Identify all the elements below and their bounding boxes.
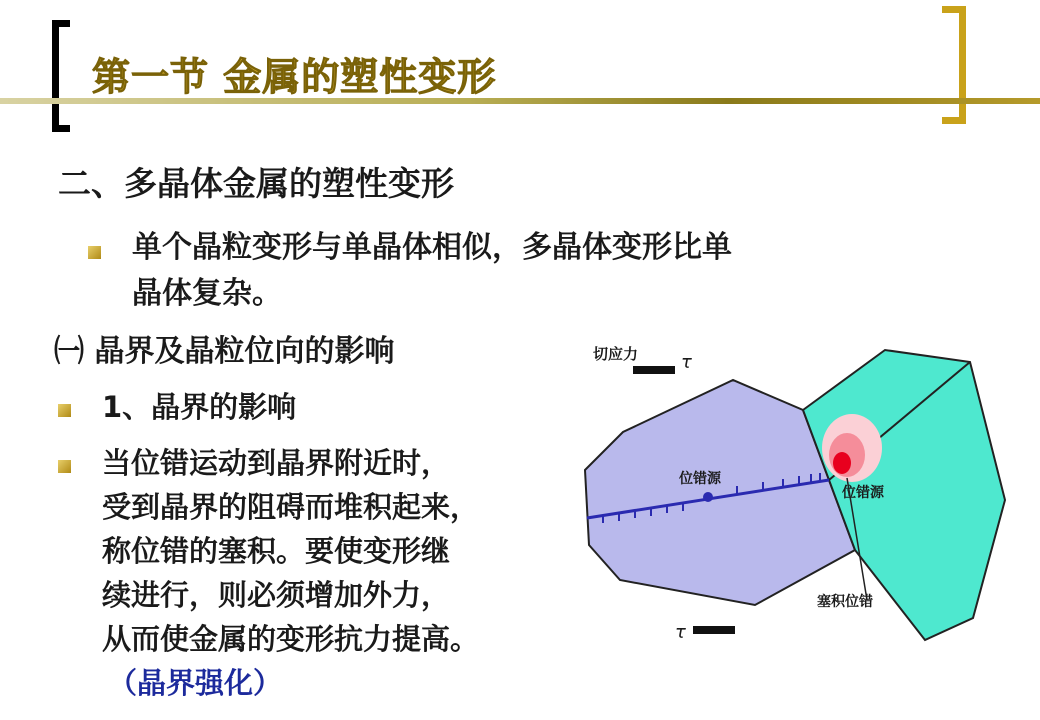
bullet-main-line1: 单个晶粒变形与单晶体相似，多晶体变形比单 bbox=[132, 230, 732, 265]
bullet-2-line: 续进行，则必须增加外力， bbox=[102, 578, 451, 612]
slide-title: 第一节 金属的塑性变形 bbox=[92, 55, 497, 99]
stress-glow-core bbox=[833, 452, 851, 474]
tau-symbol-top: τ bbox=[681, 352, 692, 373]
shear-arrow-bottom-icon bbox=[693, 626, 735, 634]
bullet-2-line: 受到晶界的阻碍而堆积起来， bbox=[102, 490, 480, 524]
bullet-2-line: 称位错的塞积。要使变形继 bbox=[102, 534, 451, 568]
shear-arrow-top-icon bbox=[633, 366, 675, 374]
bullet-main-line2: 晶体复杂。 bbox=[132, 276, 282, 311]
subheading: ㈠ 晶界及晶粒位向的影响 bbox=[54, 334, 395, 369]
shear-stress-label: 切应力 bbox=[593, 345, 639, 363]
bullet-square-icon bbox=[58, 460, 71, 473]
grain-boundary-strengthening-note: （晶界强化） bbox=[108, 666, 283, 700]
tau-symbol-bottom: τ bbox=[675, 622, 686, 643]
bullet-1-text: 1、晶界的影响 bbox=[102, 390, 297, 424]
dislocation-source-dot bbox=[703, 492, 713, 502]
bullet-square-icon bbox=[58, 404, 71, 417]
title-bracket-right bbox=[942, 6, 966, 124]
section-heading: 二、多晶体金属的塑性变形 bbox=[58, 164, 454, 203]
title-bracket-left bbox=[52, 20, 70, 132]
pileup-label: 塞积位错 bbox=[817, 594, 873, 610]
bullet-square-icon bbox=[88, 246, 101, 259]
bullet-2-line: 当位错运动到晶界附近时， bbox=[102, 446, 451, 480]
dislocation-source-label-left: 位错源 bbox=[679, 471, 721, 487]
dislocation-source-label-right: 位错源 bbox=[842, 485, 884, 501]
bullet-2-line: 从而使金属的变形抗力提高。 bbox=[102, 622, 480, 656]
dislocation-pileup-diagram bbox=[575, 330, 1015, 650]
